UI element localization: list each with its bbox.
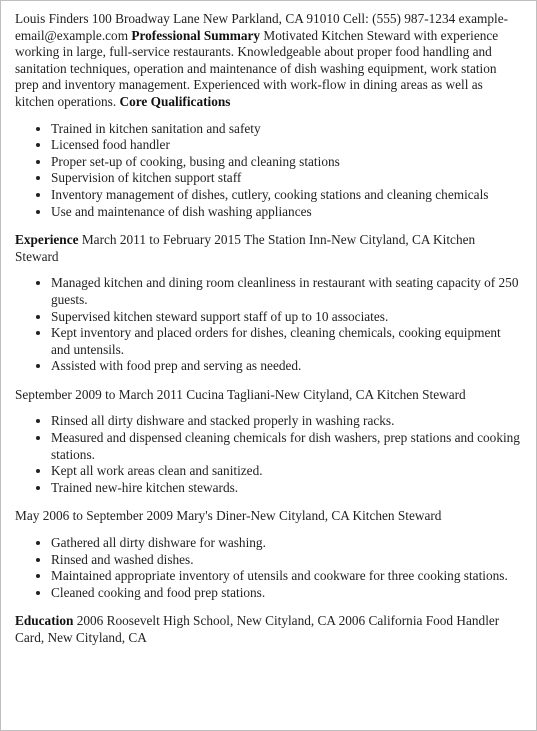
candidate-phone: Cell: (555) 987-1234 xyxy=(342,11,456,26)
list-item: • Supervised kitchen steward support staff of up to 10 associates. xyxy=(51,309,522,326)
candidate-email: example-email@example.com xyxy=(15,11,509,43)
list-item: • Rinsed all dirty dishware and stacked properly in washing racks. xyxy=(51,413,522,430)
education-paragraph xyxy=(15,613,522,646)
list-item: • Kept all work areas clean and sanitized. xyxy=(51,463,522,480)
list-item: • Trained new-hire kitchen stewards. xyxy=(51,480,522,497)
job-header-text: March 2011 to February 2015 The Station Inn-New Cityland, CA Kitchen Steward xyxy=(15,232,476,264)
education-text: 2006 Roosevelt High School, New Cityland, CA 2006 California Food Handler Card, New Cityland, CA xyxy=(15,613,500,645)
list-item: • Inventory management of dishes, cutlery, cooking stations and cleaning chemicals xyxy=(51,187,522,204)
list-item: • Trained in kitchen sanitation and safety xyxy=(51,121,522,138)
job-duties-list xyxy=(15,275,522,375)
list-item: • Cleaned cooking and food prep stations. xyxy=(51,585,522,602)
list-item: • Managed kitchen and dining room cleanliness in restaurant with seating capacity of 250 guests. xyxy=(51,275,522,308)
list-item: • Use and maintenance of dish washing appliances xyxy=(51,204,522,221)
job-header: September 2009 to March 2011 Cucina Tagliani-New Cityland, CA Kitchen Steward xyxy=(15,386,466,402)
list-item: • Supervision of kitchen support staff xyxy=(51,170,522,187)
list-item: • Licensed food handler xyxy=(51,137,522,154)
job-header xyxy=(15,232,522,265)
candidate-name: Louis Finders xyxy=(15,11,89,26)
experience-heading: Experience xyxy=(15,232,79,248)
qualifications-heading: Core Qualifications xyxy=(119,93,231,109)
candidate-address: 100 Broadway Lane New Parkland, CA 91010 xyxy=(91,11,340,26)
job-duties-list xyxy=(15,535,522,601)
job-duties-list xyxy=(15,413,522,496)
job-header: May 2006 to September 2009 Mary's Diner-New Cityland, CA Kitchen Steward xyxy=(15,508,442,524)
list-item: • Rinsed and washed dishes. xyxy=(51,552,522,569)
summary-text: Motivated Kitchen Steward with experience working in large, full-service restaurants. Knowledgeable about proper food handling and sanitation techniques, operation and maintenance of dish washing equipment, work station prep and inventory management. Experienced with work-flow in dining areas as well as kitchen operations. xyxy=(15,27,499,109)
qualifications-list xyxy=(15,121,522,221)
list-item: • Assisted with food prep and serving as needed. xyxy=(51,358,522,375)
education-heading: Education xyxy=(15,613,74,629)
list-item: • Gathered all dirty dishware for washing. xyxy=(51,535,522,552)
list-item: • Maintained appropriate inventory of utensils and cookware for three cooking stations. xyxy=(51,568,522,585)
summary-heading: Professional Summary xyxy=(131,27,261,43)
list-item: • Measured and dispensed cleaning chemicals for dish washers, prep stations and cooking stations. xyxy=(51,430,522,463)
intro-paragraph xyxy=(15,11,522,111)
list-item: • Kept inventory and placed orders for dishes, cleaning chemicals, cooking equipment and untensils. xyxy=(51,325,522,358)
list-item: • Proper set-up of cooking, busing and cleaning stations xyxy=(51,154,522,171)
